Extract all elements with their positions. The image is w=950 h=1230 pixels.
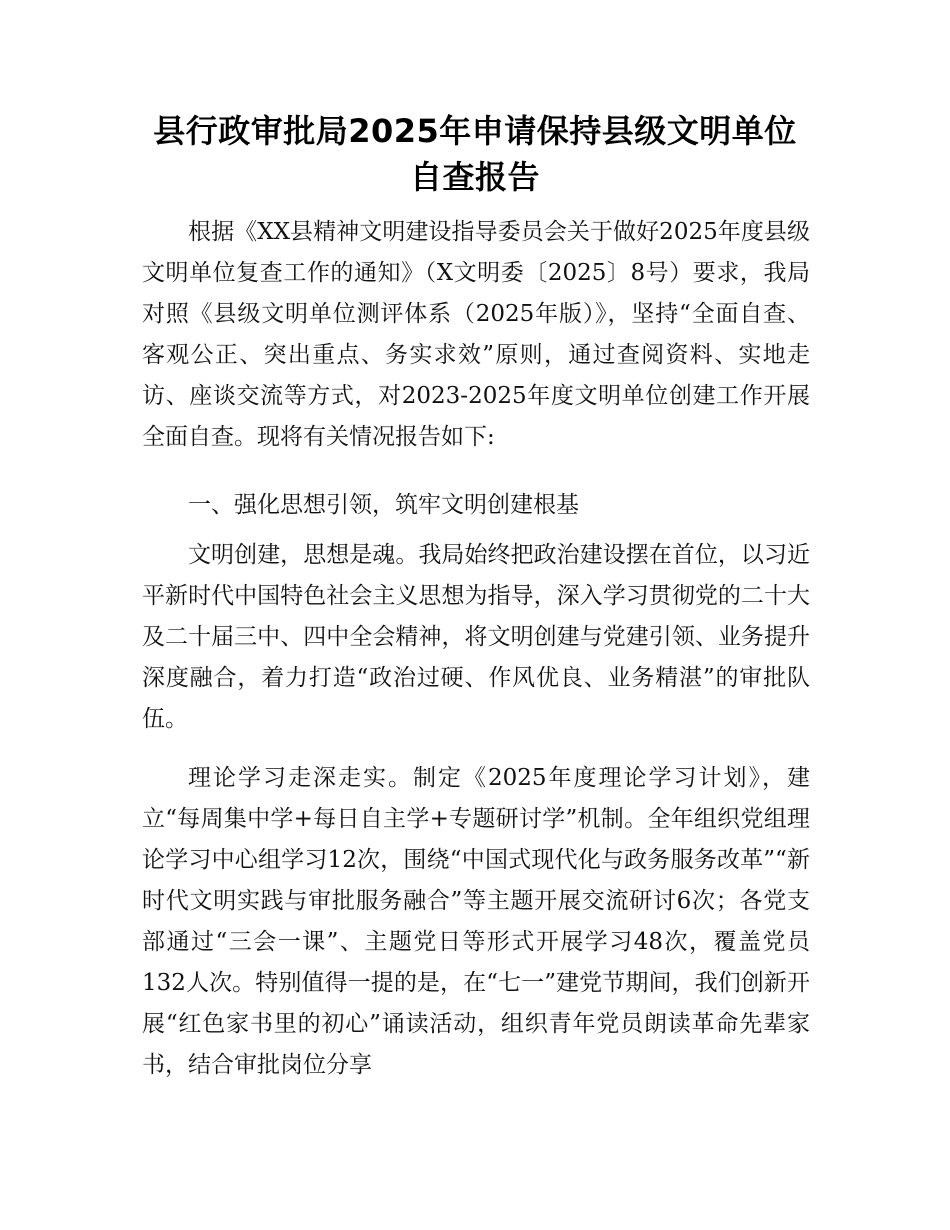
section-heading: 一、强化思想引领，筑牢文明创建根基	[188, 492, 579, 518]
document-title: 县行政审批局2025年申请保持县级文明单位自查报告	[153, 112, 797, 196]
body-paragraph: 文明创建，思想是魂。我局始终把政治建设摆在首位，以习近平新时代中国特色社会主义思想为指导，深入学习贯彻党的二十大及二十届三中、四中全会精神，将文明创建与党建引领、业务提升深度融合，着力打造“政治过硬、作风优良、业务精湛”的审批队伍。	[142, 542, 810, 732]
body-paragraph: 理论学习走深走实。制定《2025年度理论学习计划》，建立“每周集中学+每日自主学+专题研讨学”机制。全年组织党组理论学习中心组学习12次，围绕“中国式现代化与政务服务改革”“新时代文明实践与审批服务融合”等主题开展交流研讨6次；各党支部通过“三会一课”、主题党日等形式开展学习48次，覆盖党员132人次。特别值得一提的是，在“七一”建党节期间，我们创新开展“红色家书里的初心”诵读活动，组织青年党员朗读革命先辈家书，结合审批岗位分享	[142, 765, 810, 1078]
intro-paragraph: 根据《XX县精神文明建设指导委员会关于做好2025年度县级文明单位复查工作的通知》（X文明委〔2025〕8号）要求，我局对照《县级文明单位测评体系（2025年版）》，坚持“全面自查、客观公正、突出重点、务实求效”原则，通过查阅资料、实地走访、座谈交流等方式，对2023-2025年度文明单位创建工作开展全面自查。现将有关情况报告如下:	[142, 219, 810, 450]
